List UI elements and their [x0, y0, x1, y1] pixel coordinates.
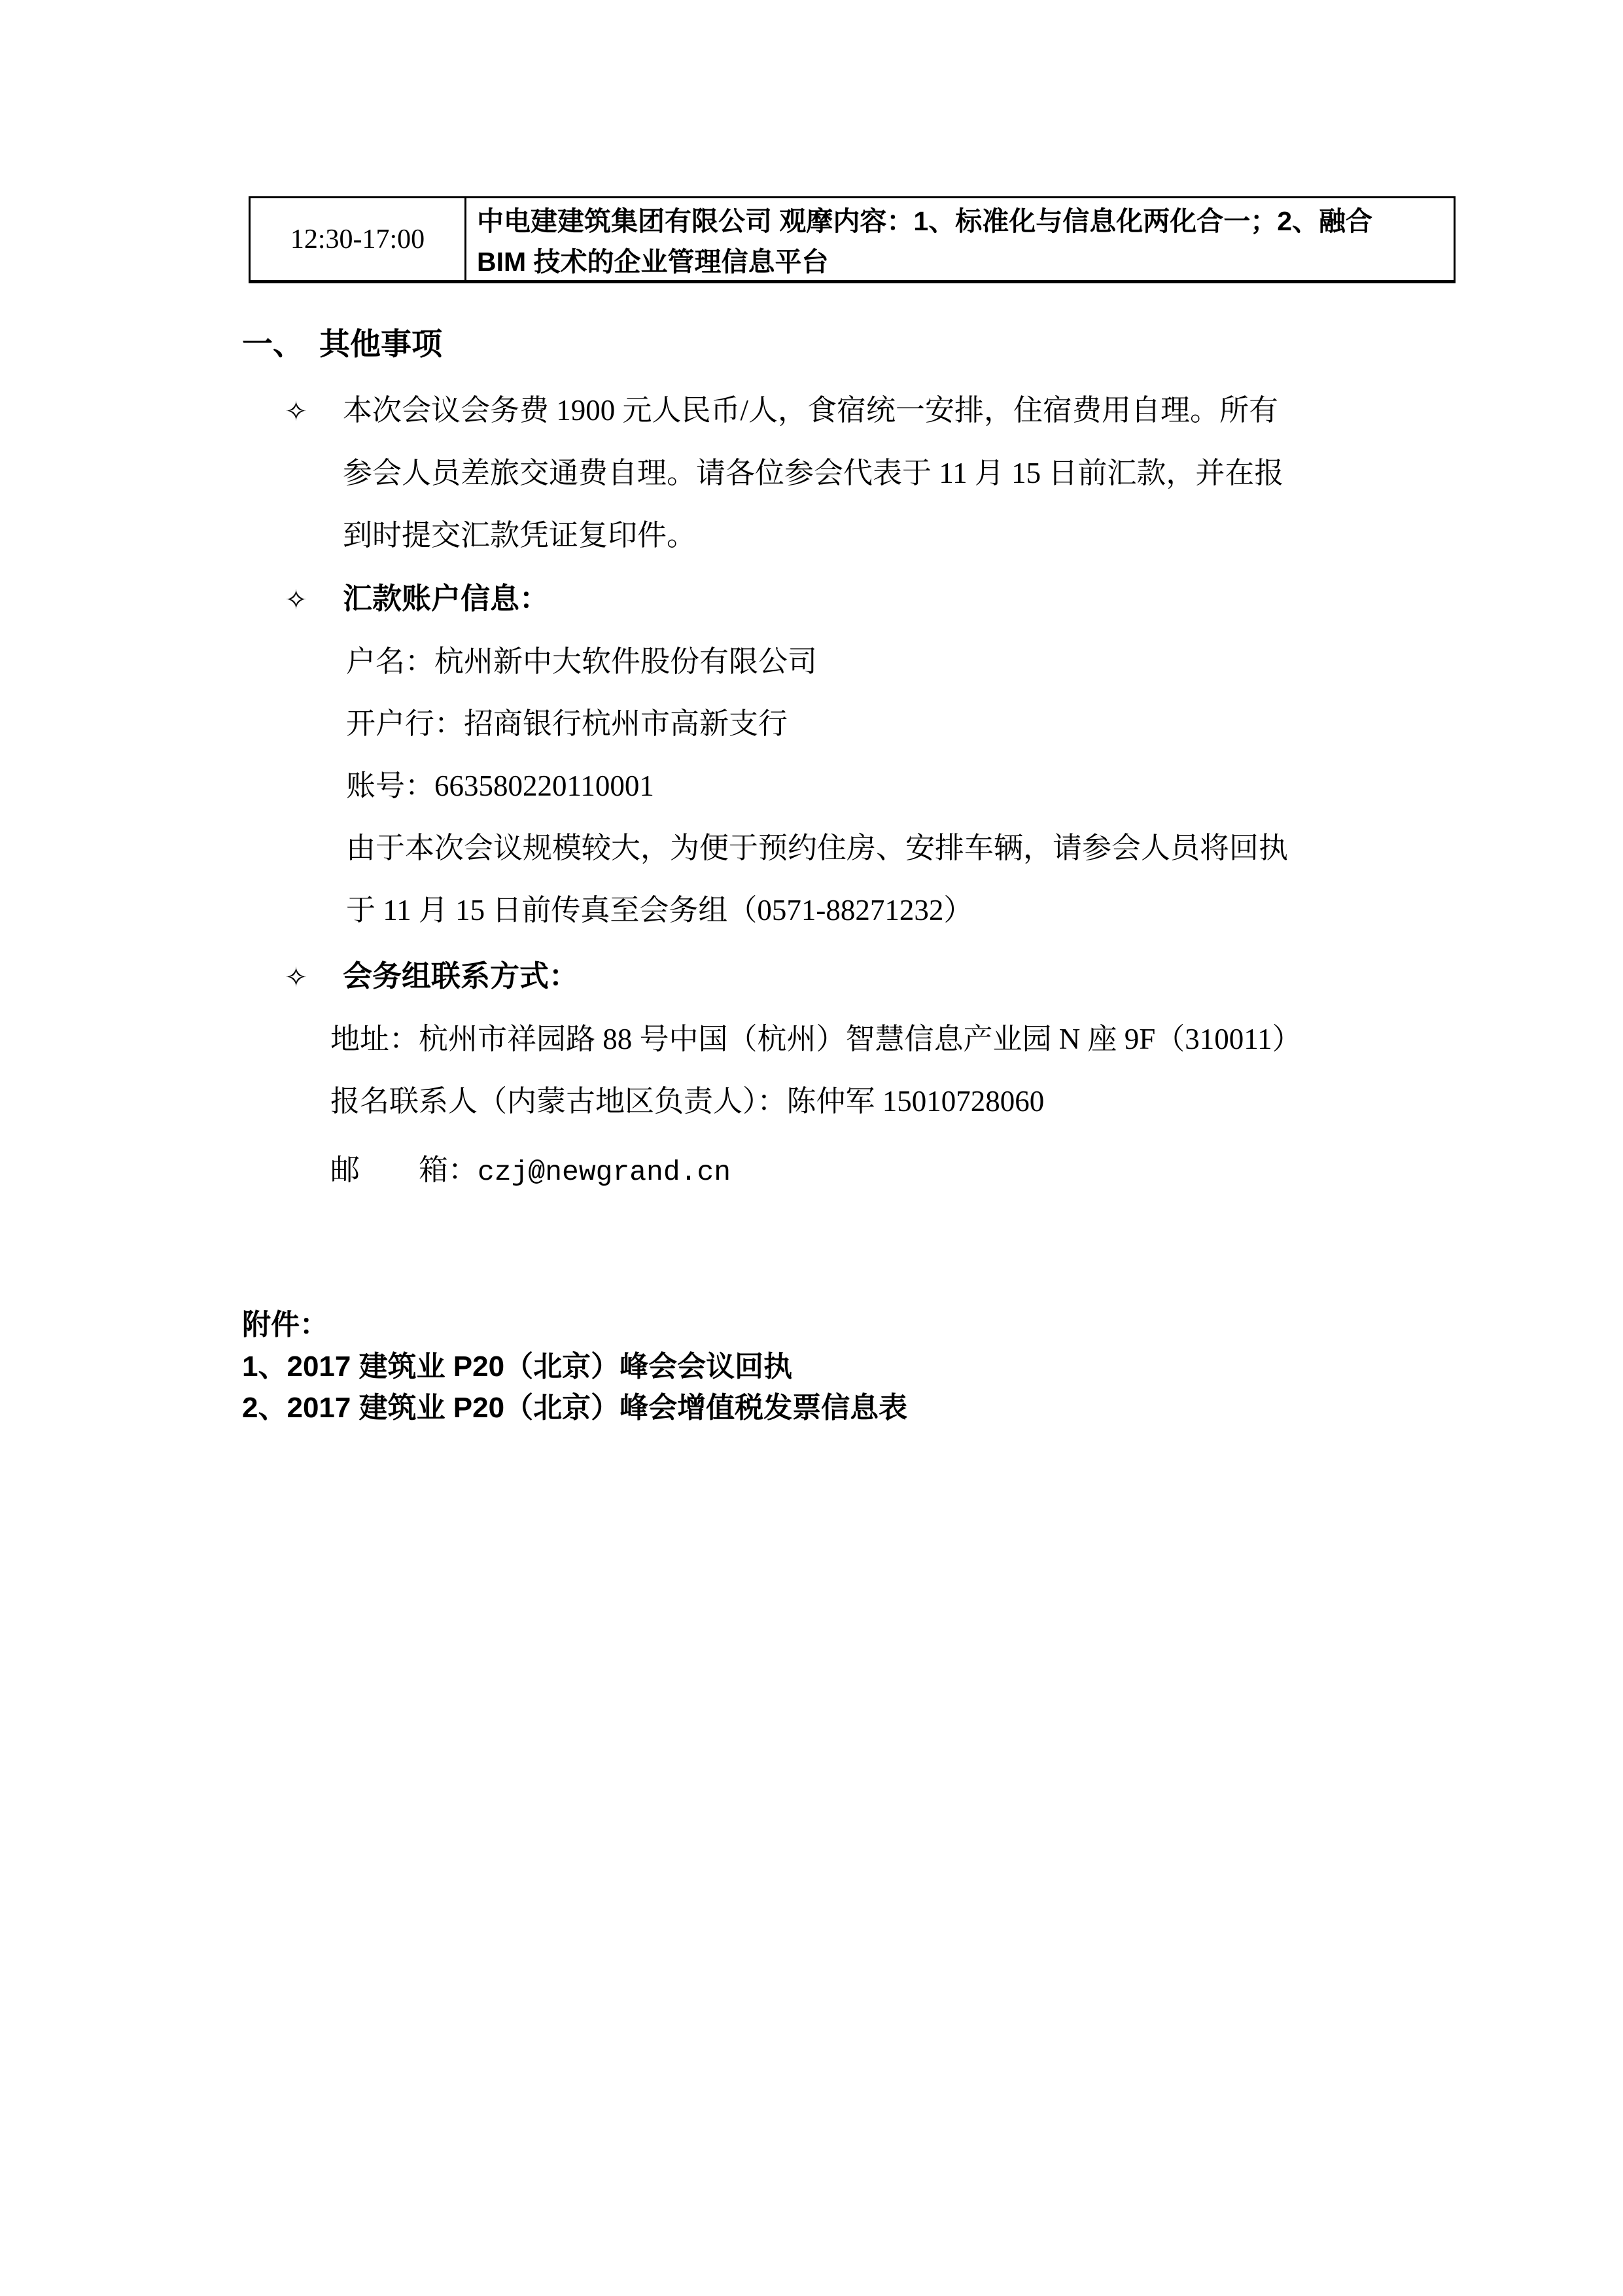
schedule-content-line-1: 中电建建筑集团有限公司 观摩内容：1、标准化与信息化两化合一；2、融合 — [477, 206, 1372, 236]
section-title: 其他事项 — [319, 327, 442, 361]
registration-contact-line: 报名联系人（内蒙古地区负责人）：陈仲军 15010728060 — [330, 1085, 1045, 1118]
section-heading — [242, 326, 442, 362]
remittance-info-title: 汇款账户信息： — [343, 582, 550, 615]
section-number: 一、 — [242, 327, 304, 361]
schedule-content-line-2: BIM 技术的企业管理信息平台 — [477, 247, 829, 277]
diamond-bullet-icon: ✧ — [285, 961, 308, 993]
email-label: 邮 箱： — [330, 1154, 478, 1186]
address-line: 地址：杭州市祥园路 88 号中国（杭州）智慧信息产业园 N 座 9F（310011） — [330, 1023, 1302, 1055]
schedule-table — [249, 196, 1456, 283]
diamond-bullet-icon: ✧ — [285, 584, 308, 616]
account-number-line: 账号：663580220110001 — [346, 769, 654, 802]
contact-info-title: 会务组联系方式： — [343, 960, 579, 993]
attachment-item-2: 2、2017 建筑业 P20（北京）峰会增值税发票信息表 — [242, 1392, 908, 1424]
schedule-time-cell: 12:30-17:00 — [251, 198, 466, 280]
schedule-content-cell — [466, 198, 1454, 280]
email-line — [330, 1153, 731, 1190]
fee-line-3: 到时提交汇款凭证复印件。 — [343, 519, 697, 552]
reply-note-line-1: 由于本次会议规模较大，为便于预约住房、安排车辆，请参会人员将回执 — [346, 832, 1289, 864]
attachment-item-1: 1、2017 建筑业 P20（北京）峰会会议回执 — [242, 1351, 793, 1383]
attachments-title: 附件： — [242, 1309, 328, 1341]
account-name-line: 户名：杭州新中大软件股份有限公司 — [346, 645, 818, 678]
bank-line: 开户行：招商银行杭州市高新支行 — [346, 707, 788, 740]
reply-note-line-2: 于 11 月 15 日前传真至会务组（0571-88271232） — [346, 894, 973, 927]
fee-line-1: 本次会议会务费 1900 元人民币/人，食宿统一安排，住宿费用自理。所有 — [343, 394, 1279, 427]
diamond-bullet-icon: ✧ — [285, 395, 308, 427]
email-address: czj@newgrand.cn — [478, 1156, 731, 1188]
fee-line-2: 参会人员差旅交通费自理。请各位参会代表于 11 月 15 日前汇款，并在报 — [343, 457, 1284, 489]
